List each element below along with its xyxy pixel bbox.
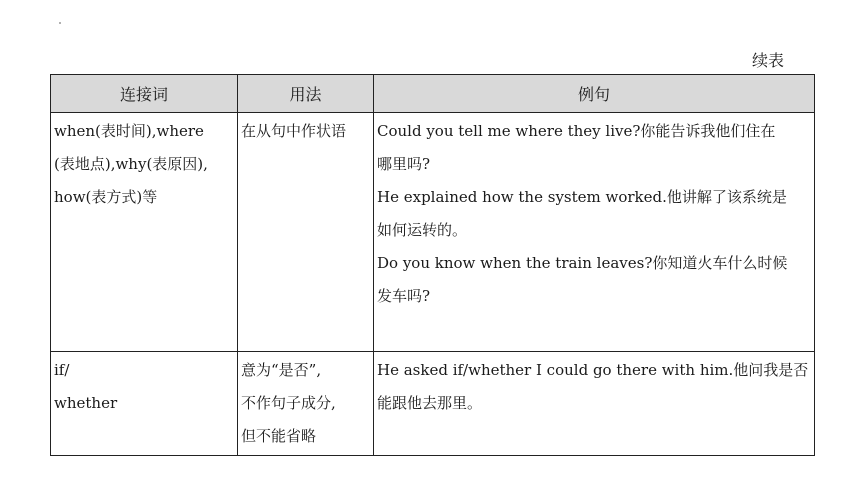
usage-line: 在从句中作状语 [241,122,347,140]
header-example: 例句 [374,75,815,113]
connective-line: if/ [54,361,70,379]
usage-cell [238,352,374,456]
example-sentence: He asked if/whether I could go there with him.他问我是否 能跟他去那里。 [377,361,809,412]
usage-line: 不作句子成分, [241,394,336,412]
connective-line: how(表方式)等 [54,188,158,206]
connective-line: whether [54,394,118,412]
connective-line: (表地点),why(表原因), [54,155,208,173]
grammar-table [50,74,815,456]
table-header-row [51,75,815,113]
usage-line: 但不能省略 [241,427,317,445]
slide-dot [59,22,61,24]
example-sentence: Do you know when the train leaves?你知道火车什么时候 发车吗? [377,254,788,305]
table-row [51,113,815,352]
example-cell [374,113,815,352]
header-connective: 连接词 [51,75,238,113]
table-row [51,352,815,456]
usage-line: 意为“是否”, [241,361,322,379]
example-sentence: Could you tell me where they live?你能告诉我他们住在 哪里吗? [377,122,776,173]
example-cell [374,352,815,456]
usage-cell [238,113,374,352]
example-sentence: He explained how the system worked.他讲解了该系统是 如何运转的。 [377,188,787,239]
table-caption: 续表 [751,51,784,70]
connective-cell [51,113,238,352]
header-usage: 用法 [238,75,374,113]
connective-line: when(表时间),where [54,122,204,140]
connective-cell [51,352,238,456]
